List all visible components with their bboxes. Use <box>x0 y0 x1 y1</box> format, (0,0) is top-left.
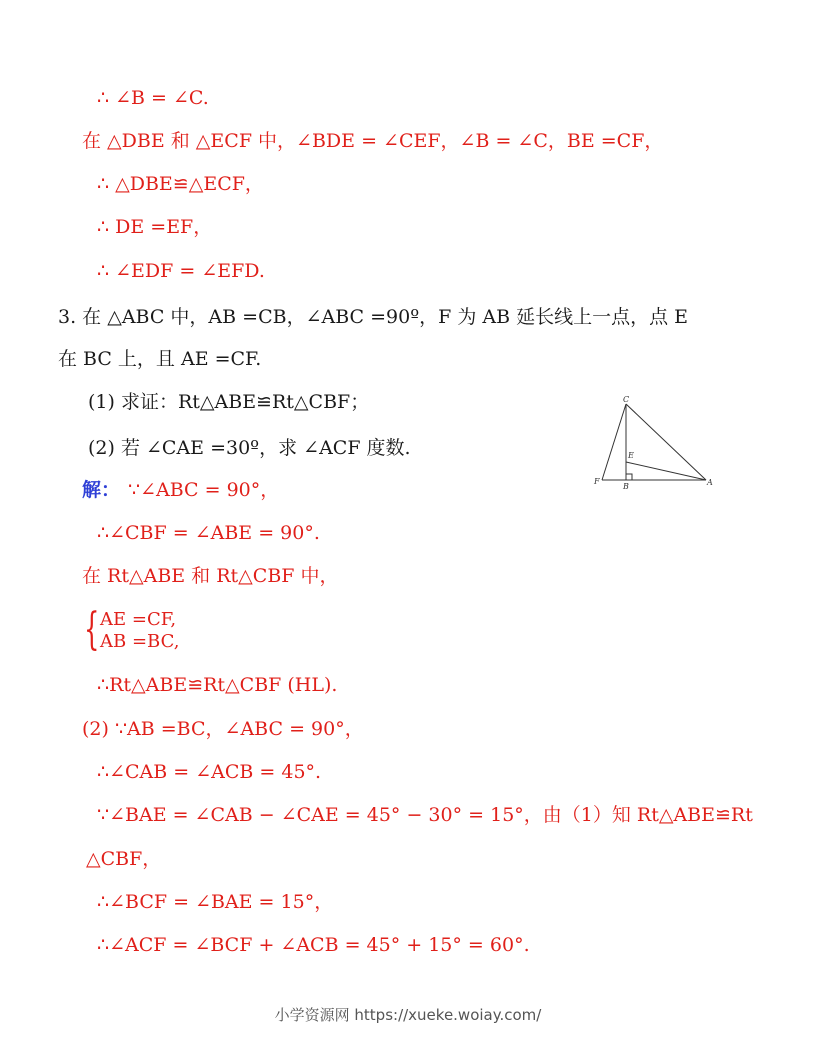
label-C: C <box>623 395 630 404</box>
question-3-line-2: 在 BC 上，且 AE =CF. <box>58 348 262 370</box>
solution-line-2: ∴∠CBF = ∠ABE = 90°. <box>97 522 320 544</box>
proof-line-2: 在 △DBE 和 △ECF 中，∠BDE = ∠CEF，∠B = ∠C，BE =CF， <box>82 130 664 152</box>
label-F: F <box>594 477 600 486</box>
segment-CF <box>602 404 626 480</box>
solution-line-5: ∴Rt△ABE≌Rt△CBF (HL). <box>97 674 338 696</box>
solution-line-9: △CBF， <box>86 848 162 870</box>
solution-line-7: ∴∠CAB = ∠ACB = 45°. <box>97 761 322 783</box>
proof-line-4: ∴ DE =EF， <box>97 216 213 238</box>
question-3-line-1: 3. 在 △ABC 中，AB =CB，∠ABC =90º，F 为 AB 延长线上一点，点 E <box>58 306 689 328</box>
right-angle-mark <box>626 474 632 480</box>
system-equation-1: AE =CF, <box>100 609 177 630</box>
question-3-part-1: (1) 求证：Rt△ABE≌Rt△CBF； <box>88 391 370 413</box>
solution-label: 解： <box>82 479 121 501</box>
label-B: B <box>623 482 629 491</box>
system-brace: { <box>84 604 100 655</box>
solution-line-10: ∴∠BCF = ∠BAE = 15°， <box>97 891 334 913</box>
segment-CA <box>626 404 706 480</box>
solution-line-8: ∵∠BAE = ∠CAB − ∠CAE = 45° − 30° = 15°，由（1）知 Rt△ABE≌Rt <box>97 804 753 826</box>
label-E: E <box>628 451 634 460</box>
solution-line-6: (2) ∵AB =BC，∠ABC = 90°， <box>82 718 364 740</box>
question-3-part-2: (2) 若 ∠CAE =30º，求 ∠ACF 度数. <box>88 437 411 459</box>
solution-line-1: ∵∠ABC = 90°， <box>128 479 280 501</box>
label-A: A <box>707 478 713 487</box>
proof-line-1: ∴ ∠B = ∠C. <box>97 87 209 109</box>
system-equation-2: AB =BC, <box>100 631 180 652</box>
triangle-figure <box>588 392 718 492</box>
solution-line-3: 在 Rt△ABE 和 Rt△CBF 中， <box>82 565 339 587</box>
proof-line-5: ∴ ∠EDF = ∠EFD. <box>97 260 265 282</box>
page-footer: 小学资源网 https://xueke.woiay.com/ <box>274 1006 542 1024</box>
segment-EA <box>626 462 706 480</box>
solution-line-11: ∴∠ACF = ∠BCF + ∠ACB = 45° + 15° = 60°. <box>97 934 530 956</box>
proof-line-3: ∴ △DBE≌△ECF， <box>97 173 264 195</box>
